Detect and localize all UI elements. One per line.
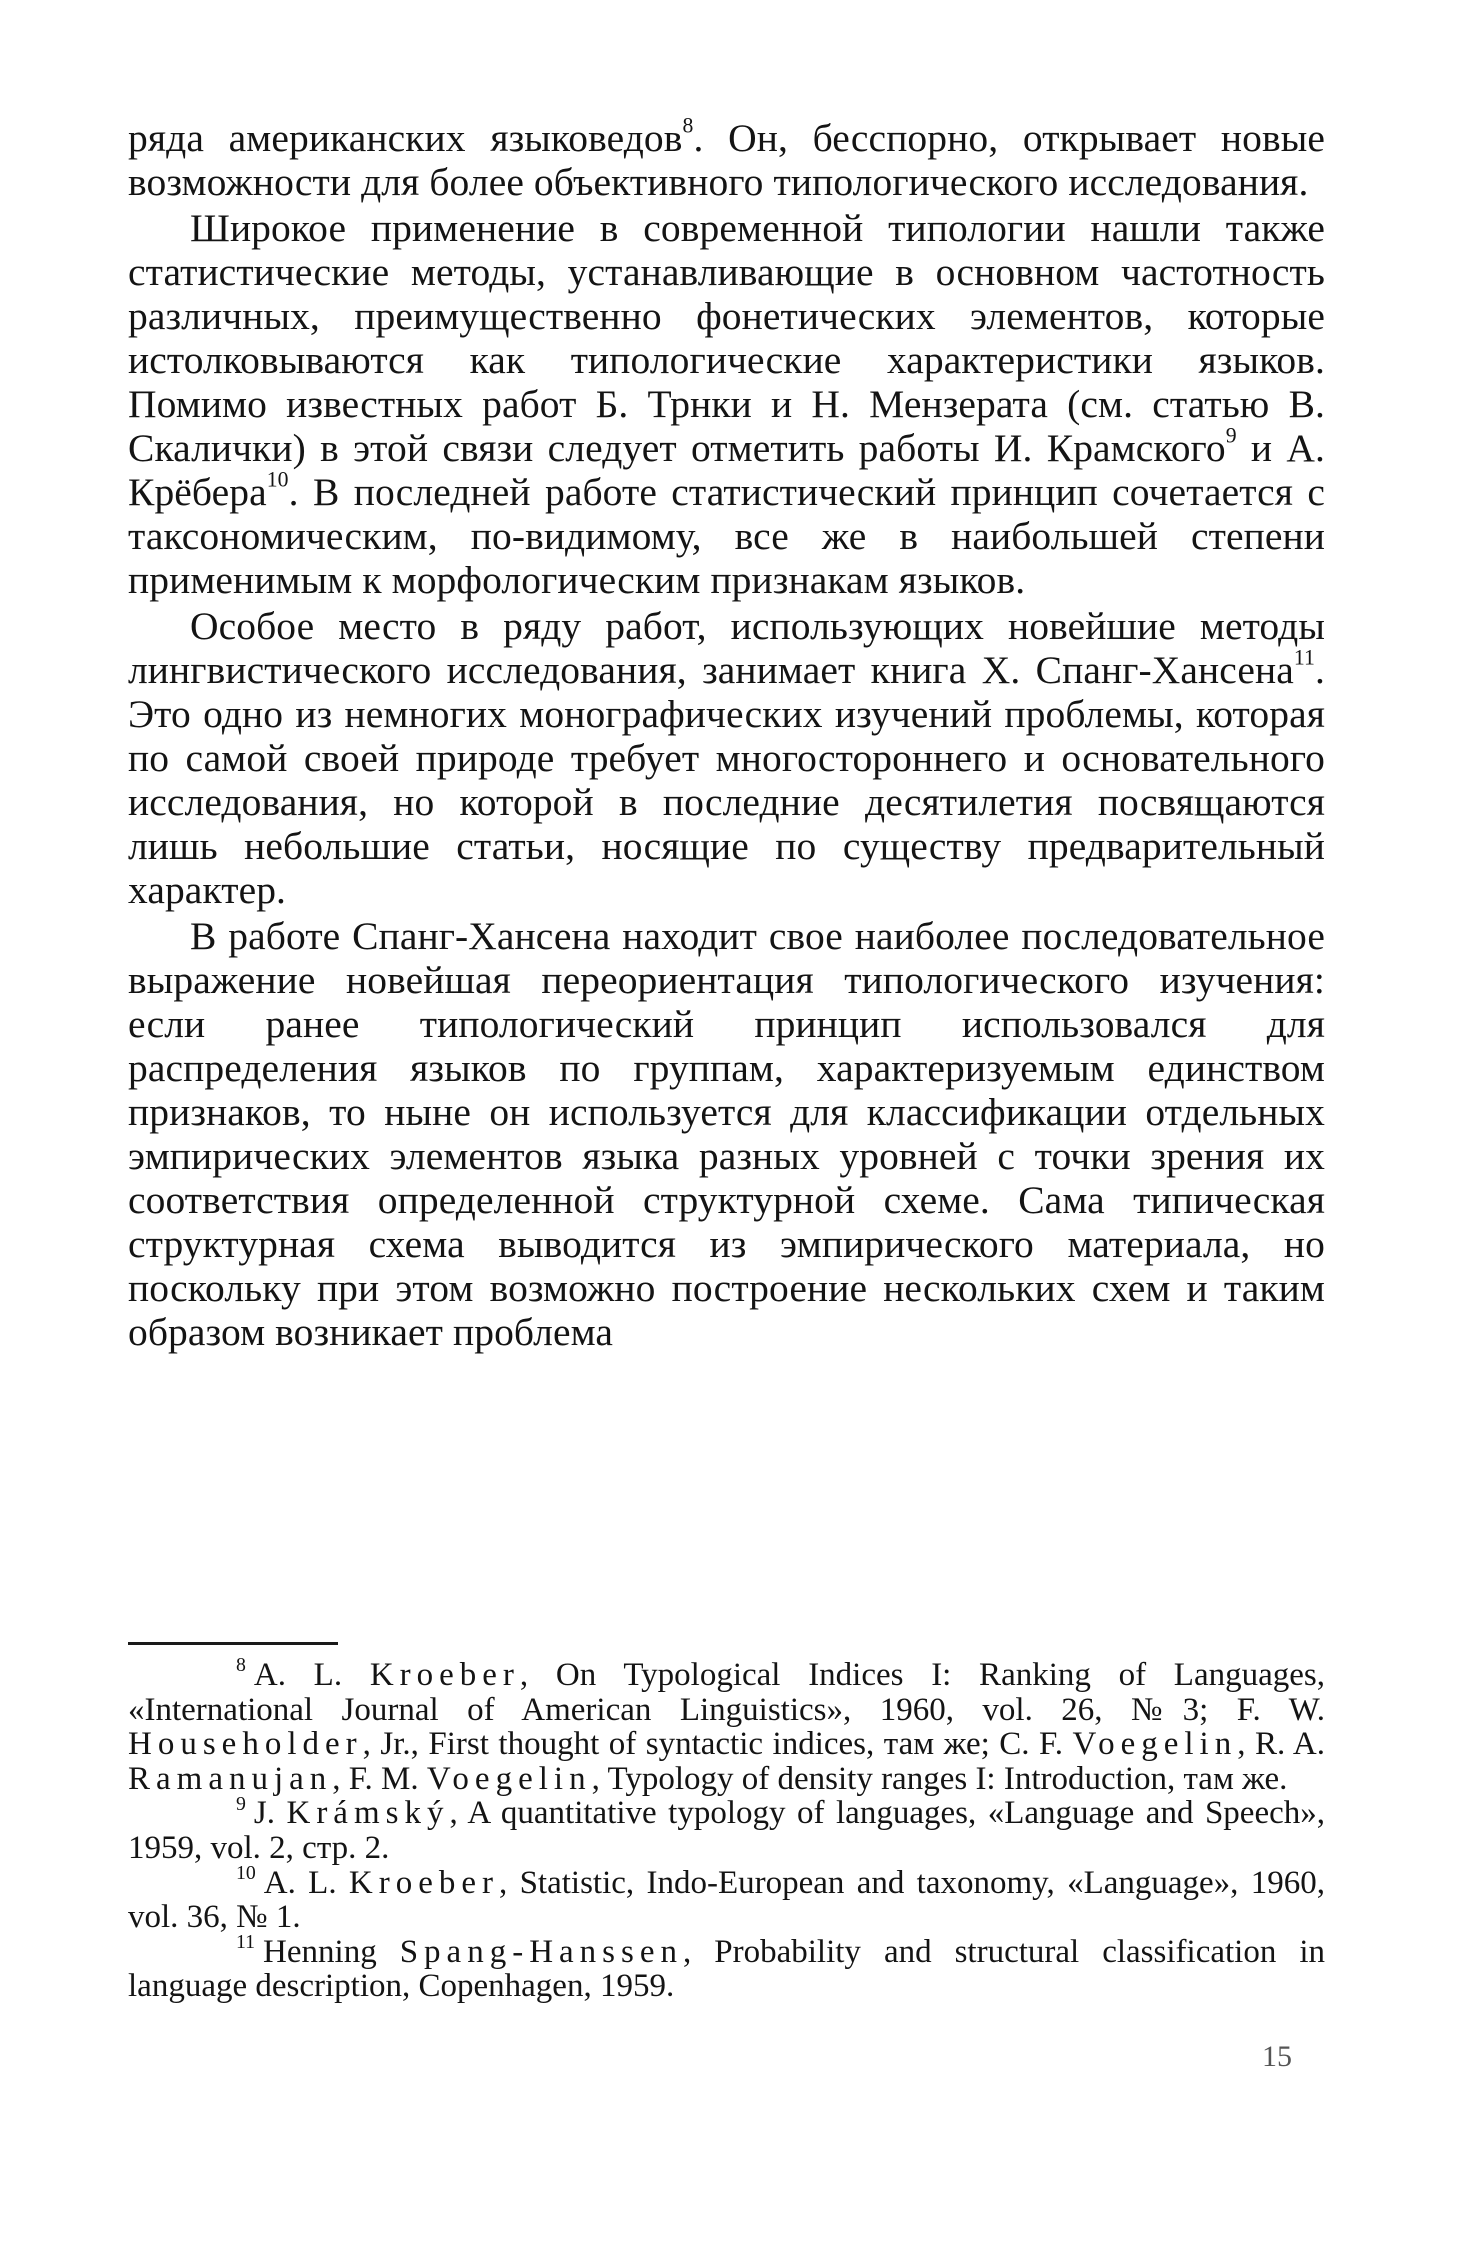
footnote-text: Henning [263,1933,400,1970]
page-number: 15 [1262,2040,1292,2073]
paragraph-3 [128,604,1325,912]
footnote-text: A. L. [263,1864,349,1901]
paragraph-2-text-a: Широкое применение в современной типологии нашли также статистические методы, устанавливающие в основном частотность различных, преимущественно фонетических элементов, которые истолковываются как типологические характеристики языков. Помимо известных работ Б. Трнки и Н. Мензерата (см. статью В. Скалички) в этой связи следует отметить работы И. Крамского [128,206,1325,470]
paragraph-2-text-b: и А. Крёбера [128,426,1325,514]
paragraph-2-text-c: . В последней работе статистический принцип сочетается с таксономическим, по-видимому, все же в наибольшей степени применимым к морфологическим признакам языков. [128,470,1325,602]
footnote-mark: 8 [236,1654,246,1677]
paragraph-1 [128,113,1325,204]
author-name: Householder [128,1726,363,1763]
footnotes [128,1654,1325,2005]
author-name: Voegelin [426,1760,592,1797]
paragraph-3-text-b: . Это одно из немногих монографических изучений проблемы, которая по самой своей природе требует многостороннего и основательного исследования, но которой в последние десятилетия посвящаются лишь небольшие статьи, носящие по существу предварительный характер. [128,648,1325,912]
footnote-ref-10: 10 [266,467,289,492]
footnote-text: , Probability and structural classification in language description, Copenhagen, 1959. [128,1933,1325,2005]
footnote-text: , F. M. [332,1760,427,1797]
footnote-mark: 10 [236,1861,256,1884]
footnote-9 [128,1792,1325,1866]
footnote-mark: 9 [236,1792,246,1815]
author-name: Kroeber [369,1657,520,1693]
footnote-text: A. L. [253,1657,370,1693]
footnote-ref-9: 9 [1225,423,1237,448]
footnote-text: , Jr., First thought of syntactic indices, там же; C. F. [362,1726,1073,1763]
footnote-text: , A quantitative typology of languages, «Language and Speech», 1959, vol. 2, стр. 2. [128,1795,1325,1866]
author-name: Spang-Hanssen [399,1933,684,1970]
paragraph-1-text-rest: . Он, бесспорно, открывает новые возможности для более объективного типологического исследования. [128,116,1325,204]
footnote-text: , Typology of density ranges I: Introduction, там же. [591,1760,1288,1797]
footnote-8 [128,1654,1325,1797]
footnote-text: , R. A. [1237,1726,1325,1763]
author-name: Krámský [286,1795,450,1832]
footnote-divider [128,1642,338,1645]
footnote-ref-8: 8 [682,113,694,138]
author-name: Ramanujan [128,1760,333,1797]
footnote-text: J. [253,1795,287,1832]
main-text [128,113,1325,1354]
paragraph-2 [128,206,1325,602]
footnote-text: , On Typological Indices I: Ranking of Languages, «International Journal of American Linguistics», 1960, vol. 26, №3; F. W. [128,1657,1325,1728]
footnote-ref-11: 11 [1293,645,1316,670]
author-name: Voegelin [1072,1726,1238,1763]
footnote-mark: 11 [236,1930,256,1953]
paragraph-3-text-a: Особое место в ряду работ, использующих новейшие методы лингвистического исследования, занимает книга Х. Спанг-Хансена [128,604,1325,692]
author-name: Kroeber [348,1864,500,1901]
paragraph-4 [128,914,1325,1354]
footnote-10 [128,1861,1325,1936]
paragraph-4-text: В работе Спанг-Хансена находит свое наиболее последовательное выражение новейшая переориентация типологического изучения: если ранее типологический принцип использовался для распределения языков по группам, характеризуемым единством признаков, то ныне он используется для классификации отдельных эмпирических элементов языка разных уровней с точки зрения их соответствия определенной структурной схеме. Сама типическая структурная схема выводится из эмпирического материала, но поскольку при этом возможно построение нескольких схем и таким образом возникает проблема [128,914,1325,1354]
footnote-11 [128,1930,1325,2005]
paragraph-1-text: ряда американских языковедов [128,116,683,160]
footnote-text: , Statistic, Indo-European and taxonomy, «Language», 1960, vol. 36, № 1. [128,1864,1325,1936]
